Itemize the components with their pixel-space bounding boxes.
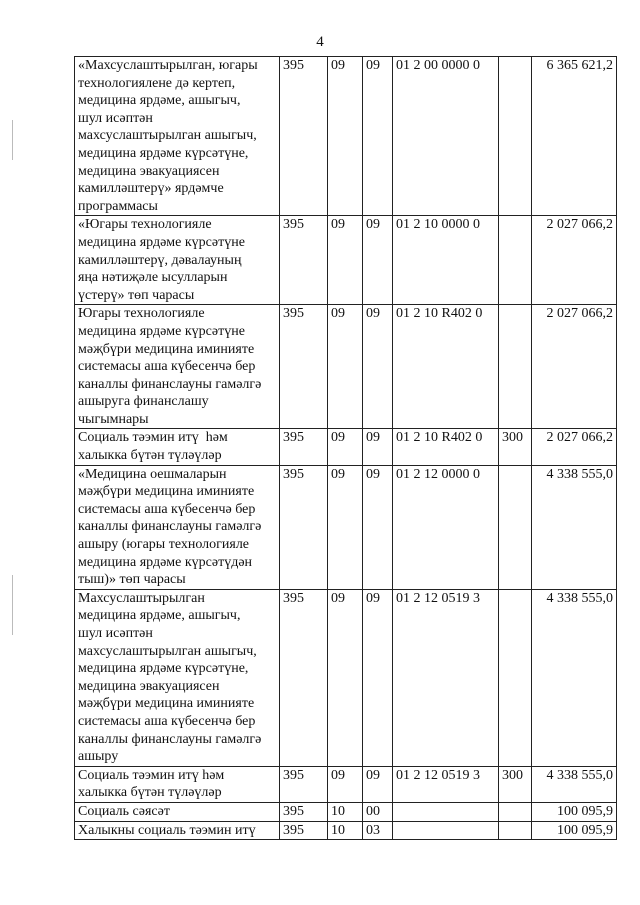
expense-type-cell: 300 [499,429,532,465]
item-name-cell: «Махсуслаштырылган, югары технологиялене дә кертеп, медицина ярдәме, ашыгыч, шул исәптән махсуслаштырылган ашыгыч, медицина ярдәме күрсәтүне, медицина эвакуациясен камилләштерү» ярдәмче программасы [75,57,280,216]
subsection-code-cell: 09 [363,429,393,465]
amount-cell: 100 095,9 [532,802,617,821]
table-row [75,305,617,429]
admin-code-cell: 395 [280,766,328,802]
subsection-code-cell: 00 [363,802,393,821]
expense-type-cell [499,589,532,766]
subsection-code-cell: 09 [363,57,393,216]
subsection-code-cell: 09 [363,465,393,589]
scan-mark [12,575,13,635]
amount-cell: 4 338 555,0 [532,766,617,802]
item-name-cell: «Югары технологияле медицина ярдәме күрсәтүне камилләштерү, дәвалауның яңа нәтиҗәле ысулларын үстерү» төп чарасы [75,216,280,305]
item-name-cell: Социаль тәэмин итү һәм халыкка бүтән түләүләр [75,766,280,802]
admin-code-cell: 395 [280,305,328,429]
section-code-cell: 09 [328,465,363,589]
section-code-cell: 09 [328,216,363,305]
admin-code-cell: 395 [280,429,328,465]
table-row [75,216,617,305]
admin-code-cell: 395 [280,802,328,821]
section-code-cell: 09 [328,57,363,216]
table-row [75,57,617,216]
amount-cell: 2 027 066,2 [532,305,617,429]
admin-code-cell: 395 [280,57,328,216]
section-code-cell: 10 [328,802,363,821]
subsection-code-cell: 09 [363,589,393,766]
table-row [75,465,617,589]
expense-type-cell [499,821,532,840]
target-article-cell: 01 2 12 0000 0 [393,465,499,589]
item-name-cell: Социаль сәясәт [75,802,280,821]
target-article-cell: 01 2 10 0000 0 [393,216,499,305]
table-row [75,802,617,821]
subsection-code-cell: 03 [363,821,393,840]
item-name-cell: «Медицина оешмаларын мәҗбүри медицина иминияте системасы аша күбесенчә бер каналлы финанслауны гамәлгә ашыру (югары технологияле медицина ярдәме күрсәтүдән тыш)» төп чарасы [75,465,280,589]
subsection-code-cell: 09 [363,305,393,429]
page-number: 4 [316,34,324,50]
admin-code-cell: 395 [280,465,328,589]
expense-type-cell [499,305,532,429]
section-code-cell: 09 [328,589,363,766]
expense-type-cell [499,465,532,589]
table-row [75,766,617,802]
item-name-cell: Махсуслаштырылган медицина ярдәме, ашыгыч, шул исәптән махсуслаштырылган ашыгыч, медицина ярдәме күрсәтүне, медицина эвакуациясен мәҗбүри медицина иминияте системасы аша күбесенчә бер каналлы финанслауны гамәлгә ашыру [75,589,280,766]
section-code-cell: 09 [328,305,363,429]
section-code-cell: 09 [328,766,363,802]
budget-table [74,56,617,840]
budget-table-body [75,57,617,840]
expense-type-cell: 300 [499,766,532,802]
admin-code-cell: 395 [280,216,328,305]
item-name-cell: Социаль тәэмин итү һәм халыкка бүтән түләүләр [75,429,280,465]
amount-cell: 2 027 066,2 [532,429,617,465]
target-article-cell: 01 2 12 0519 3 [393,589,499,766]
expense-type-cell [499,57,532,216]
scan-mark [12,120,13,160]
table-row [75,589,617,766]
amount-cell: 100 095,9 [532,821,617,840]
admin-code-cell: 395 [280,821,328,840]
target-article-cell: 01 2 00 0000 0 [393,57,499,216]
section-code-cell: 09 [328,429,363,465]
target-article-cell: 01 2 10 R402 0 [393,429,499,465]
item-name-cell: Югары технологияле медицина ярдәме күрсәтүне мәҗбүри медицина иминияте системасы аша күбесенчә бер каналлы финанслауны гамәлгә ашыруга финанслашу чыгымнары [75,305,280,429]
target-article-cell: 01 2 12 0519 3 [393,766,499,802]
admin-code-cell: 395 [280,589,328,766]
expense-type-cell [499,802,532,821]
target-article-cell [393,802,499,821]
table-row [75,821,617,840]
section-code-cell: 10 [328,821,363,840]
target-article-cell: 01 2 10 R402 0 [393,305,499,429]
expense-type-cell [499,216,532,305]
amount-cell: 6 365 621,2 [532,57,617,216]
amount-cell: 2 027 066,2 [532,216,617,305]
subsection-code-cell: 09 [363,216,393,305]
table-row [75,429,617,465]
target-article-cell [393,821,499,840]
amount-cell: 4 338 555,0 [532,465,617,589]
subsection-code-cell: 09 [363,766,393,802]
item-name-cell: Халыкны социаль тәэмин итү [75,821,280,840]
amount-cell: 4 338 555,0 [532,589,617,766]
